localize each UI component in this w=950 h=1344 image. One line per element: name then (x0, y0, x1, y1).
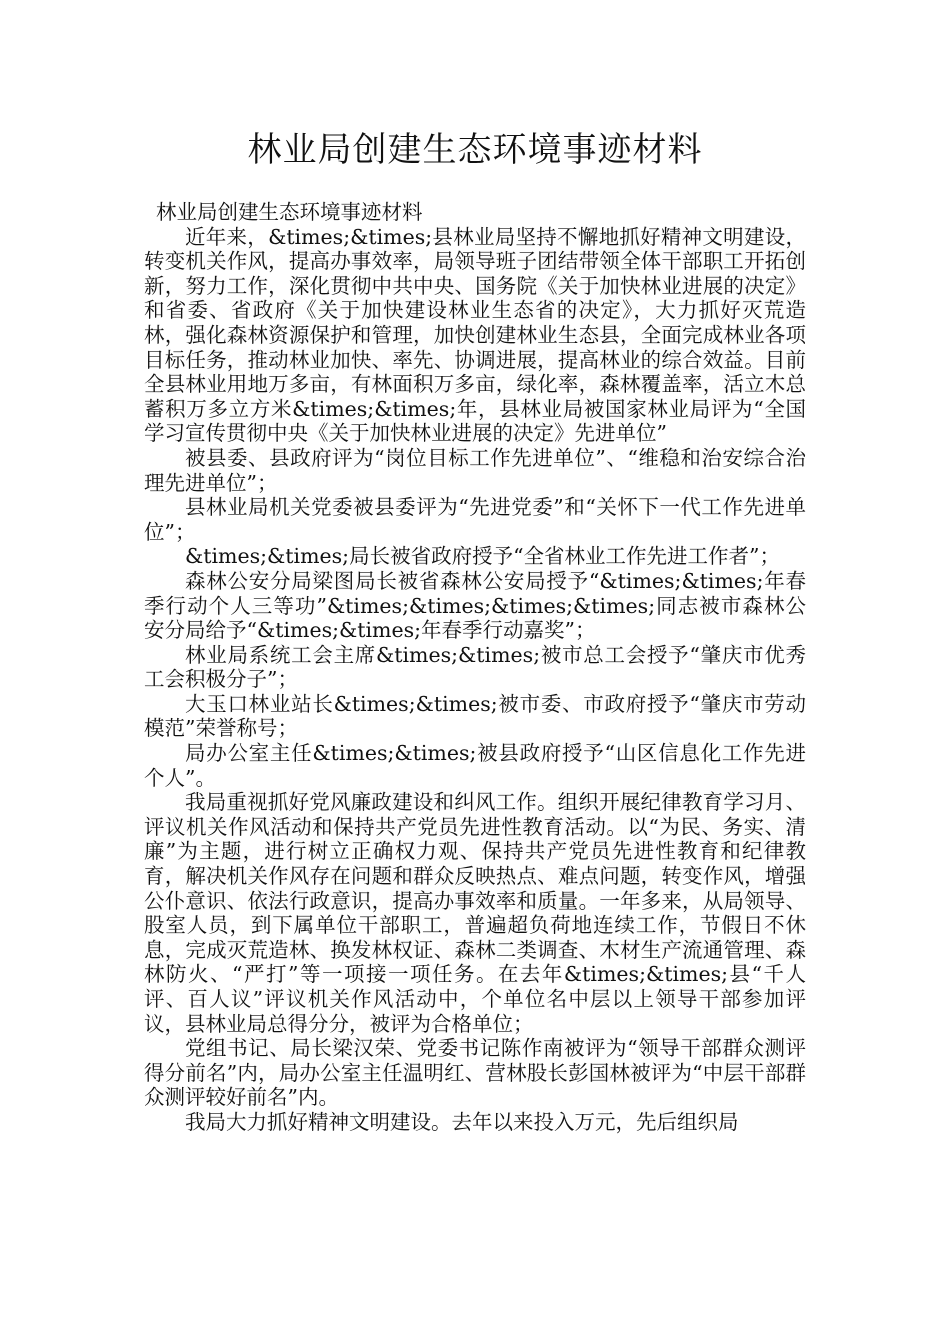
document-body (144, 200, 806, 1135)
document-subtitle: 林业局创建生态环境事迹材料 (156, 200, 423, 224)
paragraph: 我局大力抓好精神文明建设。去年以来投入万元，先后组织局 (185, 1109, 739, 1134)
paragraph: 近年来，&times;&times;县林业局坚持不懈地抓好精神文明建设，转变机关作风，提高办事效率，局领导班子团结带领全体干部职工开拓创新，努力工作，深化贯彻中共中央、国务院《关于加快林业进展的决定》和省委、省政府《关于加快建设林业生态省的决定》，大力抓好灭荒造林，强化森林资源保护和管理，加快创建林业生态县，全面完成林业各项目标任务，推动林业加快、率先、协调进展，提高林业的综合效益。目前全县林业用地万多亩，有林面积万多亩，绿化率，森林覆盖率，活立木总蓄积万多立方米&times;&times;年，县林业局被国家林业局评为“全国学习宣传贯彻中央《关于加快林业进展的决定》先进单位” (144, 224, 806, 446)
document-title: 林业局创建生态环境事迹材料 (247, 130, 703, 170)
paragraph: 局办公室主任&times;&times;被县政府授予“山区信息化工作先进个人”。 (144, 741, 806, 790)
paragraph: 森林公安分局梁图局长被省森林公安局授予“&times;&times;年春季行动个人三等功”&times;&times;&times;&times;同志被市森林公安分局给予“&times;&times;年春季行动嘉奖”； (144, 568, 806, 643)
paragraph: 大玉口林业站长&times;&times;被市委、市政府授予“肇庆市劳动模范”荣誉称号； (144, 691, 806, 741)
paragraph: 我局重视抓好党风廉政建设和纠风工作。组织开展纪律教育学习月、评议机关作风活动和保持共产党员先进性教育活动。以“为民、务实、清廉”为主题，进行树立正确权力观、保持共产党员先进性教育和纪律教育，解决机关作风存在问题和群众反映热点、难点问题，转变作风，增强公仆意识、依法行政意识，提高办事效率和质量。一年多来，从局领导、股室人员，到下属单位干部职工，普遍超负荷地连续工作，节假日不休息，完成灭荒造林、换发林权证、森林二类调查、木材生产流通管理、森林防火、“严打”等一项接一项任务。在去年&times;&times;县“千人评、百人议”评议机关作风活动中，个单位名中层以上领导干部参加评议，县林业局总得分分，被评为合格单位； (144, 790, 806, 1036)
paragraph: 被县委、县政府评为“岗位目标工作先进单位”、“维稳和治安综合治理先进单位”； (144, 445, 806, 495)
paragraph: 县林业局机关党委被县委评为“先进党委”和“关怀下一代工作先进单位”； (144, 495, 806, 544)
paragraph: 党组书记、局长梁汉荣、党委书记陈作南被评为“领导干部群众测评得分前名”内，局办公室主任温明红、营林股长彭国林被评为“中层干部群众测评较好前名”内。 (144, 1036, 806, 1110)
paragraph: &times;&times;局长被省政府授予“全省林业工作先进工作者”； (185, 544, 781, 569)
paragraph: 林业局系统工会主席&times;&times;被市总工会授予“肇庆市优秀工会积极分子”； (144, 642, 806, 692)
